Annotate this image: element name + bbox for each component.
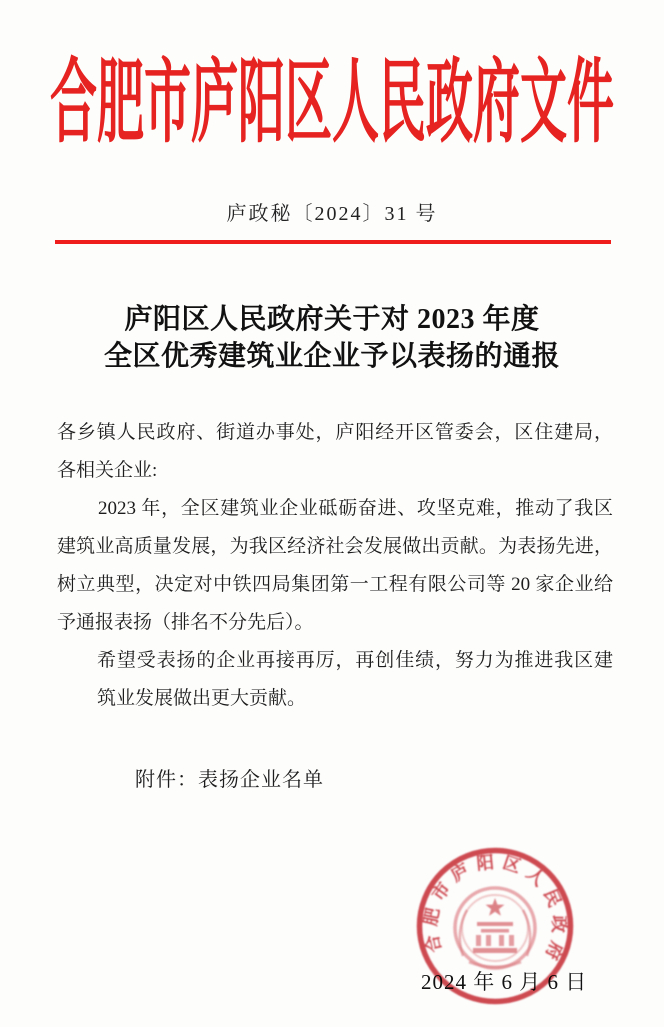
- doc-reference-number: 庐政秘〔2024〕31 号: [226, 203, 438, 225]
- document-title-line1: 庐阳区人民政府关于对 2023 年度: [124, 304, 540, 335]
- body-line: 各相关企业:: [57, 460, 158, 481]
- body-line: 予通报表扬（排名不分先后）。: [57, 612, 314, 633]
- red-divider-line: [55, 240, 611, 244]
- attachment-note: 附件：表扬企业名单: [135, 769, 324, 791]
- seal-arc-text: 合肥市庐阳区人民政府: [420, 851, 570, 970]
- issue-date: 2024 年 6 月 6 日: [421, 970, 588, 994]
- seal-national-emblem-icon: [455, 888, 535, 968]
- document-title-line2: 全区优秀建筑业企业予以表扬的通报: [103, 341, 560, 372]
- body-line: 2023 年，全区建筑业企业砥砺奋进、攻坚克难，推动了我区: [98, 498, 613, 519]
- body-line: 树立典型，决定对中铁四局集团第一工程有限公司等 20 家企业给: [57, 574, 613, 595]
- body-line: 建筑业高质量发展，为我区经济社会发展做出贡献。为表扬先进，: [57, 536, 613, 557]
- body-line: 希望受表扬的企业再接再厉，再创佳绩，努力为推进我区建: [97, 650, 613, 671]
- body-line: 各乡镇人民政府、街道办事处，庐阳经开区管委会，区住建局，: [57, 422, 613, 443]
- body-text: [57, 414, 613, 718]
- official-seal: [403, 834, 587, 1018]
- document-title: [0, 301, 664, 375]
- letterhead-org-title: 合肥市庐阳区人民政府文件: [50, 53, 614, 155]
- body-line: 筑业发展做出更大贡献。: [97, 688, 307, 709]
